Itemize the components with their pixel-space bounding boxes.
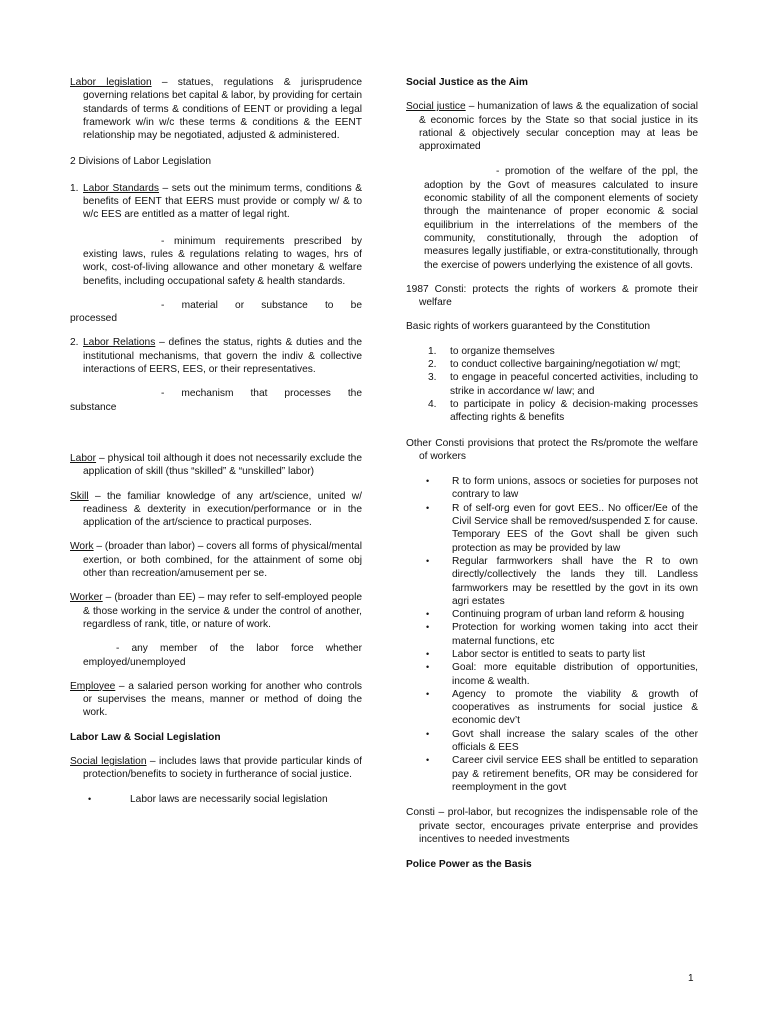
- list-item-text: to engage in peaceful concerted activities, including to strike in accordance w/ law; and: [450, 372, 698, 397]
- relations-note: - mechanism that processes the substance: [70, 388, 362, 413]
- standards-note-2: - material or substance to be processed: [70, 299, 362, 325]
- work-def: [70, 540, 362, 580]
- definition: – defines the status, rights & duties and the institutional mechanisms, that govern the indiv & collective interactions of EERS, EES, or their representatives.: [83, 337, 363, 376]
- definition: – sets out the minimum terms, conditions & benefits of EENT that EERS must provide or comply w/ & to w/c EES are entitled as a matter of legal right.: [83, 182, 363, 221]
- bullet-icon: •: [426, 502, 430, 513]
- left-column: [70, 76, 362, 806]
- list-item: [406, 688, 698, 728]
- basic-rights-heading: Basic rights of workers guaranteed by the Constitution: [406, 321, 651, 333]
- term: Skill: [70, 490, 89, 502]
- bullet-icon: •: [426, 688, 430, 699]
- list-item: [406, 398, 698, 425]
- list-item: [70, 793, 362, 806]
- list-item-text: Govt shall increase the salary scales of the other officials & EES: [452, 728, 698, 754]
- list-item: [406, 661, 698, 688]
- term: Labor Relations: [83, 337, 156, 349]
- list-item: [406, 621, 698, 648]
- bullet-icon: •: [426, 648, 430, 659]
- list-num: 2.: [428, 359, 437, 371]
- bullet-icon: •: [88, 793, 92, 804]
- police-power-heading: Police Power as the Basis: [406, 859, 532, 871]
- section-heading: Social Justice as the Aim: [406, 77, 528, 88]
- definition: – a salaried person working for another who controls or supervises the means, manner or method of doing the work.: [83, 680, 362, 719]
- list-item-text: R to form unions, assocs or societies for purposes not contrary to law: [452, 476, 698, 501]
- worker-def: [70, 591, 362, 631]
- promotion-note: - promotion of the welfare of the ppl, the adoption by the Govt of measures calculated to insure economic stability of all the component elements of society through the maintenance of proper economic & social equilibrium in the interrelations of the members of the community, constitutionally, through the adoption of measures legally justifiable, or extra-constitutionally, through the exercise of powers underlying the existence of all govts.: [424, 166, 698, 271]
- list-item-text: Agency to promote the viability & growth of cooperatives as instruments for social justice & economic dev’t: [452, 688, 698, 727]
- employee-def: [70, 680, 362, 720]
- term: Social justice: [406, 101, 466, 113]
- labor-def: [70, 452, 362, 479]
- bullet-icon: •: [426, 755, 430, 766]
- list-item: [406, 648, 698, 661]
- law-heading: Labor Law & Social Legislation: [70, 731, 221, 743]
- skill-def: [70, 490, 362, 530]
- definition: – physical toil although it does not necessarily exclude the application of skill (thus “skilled” & “unskilled” labor): [83, 452, 362, 478]
- list-item-text: R of self-org even for govt EES.. No officer/Ee of the Civil Service shall be removed/suspended Σ for cause. Temporary EES of the Govt shall be given such protection as may be provided by law: [452, 502, 698, 554]
- division-item: [70, 336, 362, 376]
- list-item: [406, 371, 698, 398]
- list-item: [406, 502, 698, 555]
- worker-note: - any member of the labor force whether employed/unemployed: [83, 643, 362, 668]
- definition: – includes laws that provide particular kinds of protection/benefits to society in furtherance of social justice.: [83, 755, 362, 781]
- list-item: [406, 358, 698, 371]
- bullet-list: [70, 793, 362, 806]
- basic-rights-list: [406, 345, 698, 425]
- divisions-heading: 2 Divisions of Labor Legislation: [70, 156, 212, 168]
- bullet-icon: •: [426, 728, 430, 739]
- consti-1987: 1987 Consti: protects the rights of workers & promote their welfare: [406, 283, 698, 309]
- consti-prolabor: Consti – prol-labor, but recognizes the indispensable role of the private sector, encourages private enterprise and provides incentives to needed investments: [406, 807, 698, 845]
- other-provisions-heading: Other Consti provisions that protect the Rs/promote the welfare of workers: [406, 437, 698, 462]
- standards-note-1: - minimum requirements prescribed by existing laws, rules & regulations relating to wages, hrs of work, cost-of-living allowance and other monetary & welfare benefits, including occupational safety & health standards.: [83, 235, 362, 287]
- definition: – statues, regulations & jurisprudence governing relations bet capital & labor, by providing for certain standards of terms & conditions of EENT or providing a legal framework w/in w/c these terms & conditions & the EENT relationship may be negotiated, adjusted & administered.: [83, 77, 362, 142]
- list-item: [406, 754, 698, 794]
- list-item-text: to conduct collective bargaining/negotiation w/ mgt;: [450, 359, 681, 371]
- definition: – (broader than labor) – covers all forms of physical/mental exertion, or both combined, for the attainment of some obj other than recreation/amusement per se.: [83, 541, 362, 580]
- list-item-text: Regular farmworkers shall have the R to own directly/collectively the lands they till. Landless farmworkers may be resettled by the govt in its own agri estates: [452, 555, 698, 607]
- list-item: [406, 728, 698, 755]
- list-num: 3.: [428, 372, 437, 384]
- bullet-icon: •: [426, 476, 430, 487]
- term: Social legislation: [70, 755, 147, 767]
- definition: – the familiar knowledge of any art/science, united w/ readiness & dexterity in execution/performance or in the application of the art/science to practical purposes.: [83, 490, 362, 529]
- list-item-text: to participate in policy & decision-making processes affecting rights & benefits: [450, 398, 698, 424]
- list-item: [406, 555, 698, 608]
- list-num: 4.: [428, 398, 437, 410]
- list-item-text: Labor laws are necessarily social legislation: [130, 793, 328, 805]
- list-num: 1.: [428, 345, 437, 357]
- social-legislation-def: [70, 755, 362, 782]
- bullet-icon: •: [426, 555, 430, 566]
- term: Labor Standards: [83, 182, 160, 194]
- list-item: [406, 475, 698, 502]
- bullet-icon: •: [426, 622, 430, 633]
- list-item-text: Labor sector is entitled to seats to party list: [452, 648, 646, 660]
- division-num: 1.: [70, 182, 79, 194]
- bullet-icon: •: [426, 662, 430, 673]
- term: Labor legislation: [70, 77, 152, 88]
- definition: – humanization of laws & the equalization of social & economic forces by the State so that social justice in its rational & objectively secular conception may at leas be approximated: [419, 101, 698, 153]
- definition: – (broader than EE) – may refer to self-employed people & those working in the service & under the control of another, regardless of rank, title, or nature of work.: [83, 592, 362, 630]
- term: Employee: [70, 680, 116, 692]
- division-num: 2.: [70, 337, 79, 349]
- division-item: [70, 182, 362, 222]
- list-item: [406, 608, 698, 621]
- list-item-text: Protection for working women taking into acct their maternal functions, etc: [452, 622, 698, 647]
- list-item-text: to organize themselves: [450, 345, 555, 357]
- list-item-text: Goal: more equitable distribution of opportunities, income & wealth.: [452, 662, 698, 687]
- right-column: [406, 76, 698, 871]
- term: Worker: [70, 592, 103, 604]
- social-justice-def: [406, 100, 698, 153]
- labor-legislation-def: [70, 76, 362, 142]
- list-item: [406, 345, 698, 358]
- list-item-text: Career civil service EES shall be entitled to separation pay & retirement benefits, OR may be considered for reemployment in the govt: [452, 755, 698, 793]
- list-item-text: Continuing program of urban land reform & housing: [452, 609, 685, 621]
- bullet-icon: •: [426, 609, 430, 620]
- term: Work: [70, 541, 94, 553]
- term: Labor: [70, 452, 97, 464]
- page-number: 1: [688, 973, 694, 984]
- provisions-list: [406, 475, 698, 794]
